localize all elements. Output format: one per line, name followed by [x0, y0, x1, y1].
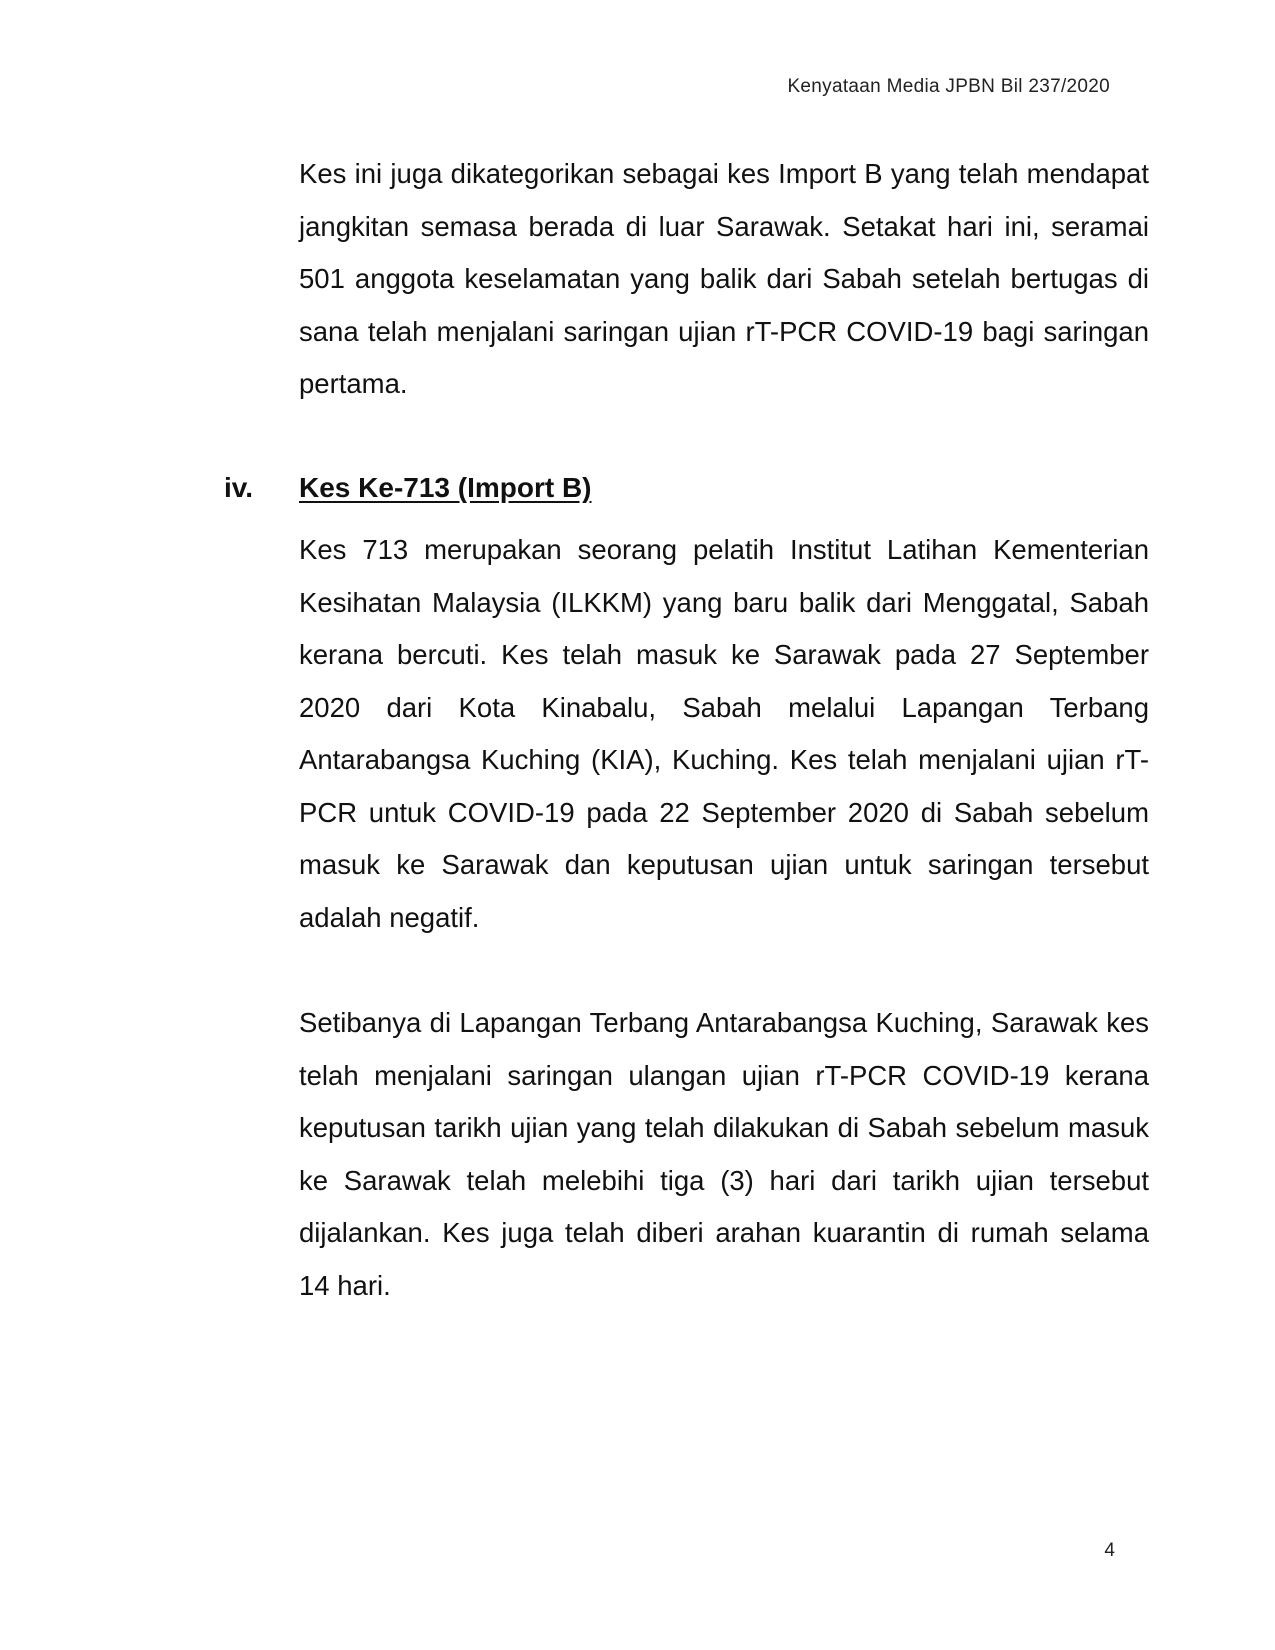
case-followup-paragraph: Setibanya di Lapangan Terbang Antarabangsa Kuching, Sarawak kes telah menjalani saringan ulangan ujian rT-PCR COVID-19 kerana keputusan tarikh ujian yang telah dilakukan di Sabah sebelum masuk ke Sarawak telah melebihi tiga (3) hari dari tarikh ujian tersebut dijalankan. Kes juga telah diberi arahan kuarantin di rumah selama 14 hari.	[299, 1007, 1149, 1301]
page-number: 4	[1104, 1540, 1115, 1561]
case-details-paragraph: Kes 713 merupakan seorang pelatih Institut Latihan Kementerian Kesihatan Malaysia (ILKKM) yang baru balik dari Menggatal, Sabah kerana bercuti. Kes telah masuk ke Sarawak pada 27 September 2020 dari Kota Kinabalu, Sabah melalui Lapangan Terbang Antarabangsa Kuching (KIA), Kuching. Kes telah menjalani ujian rT-PCR untuk COVID-19 pada 22 September 2020 di Sabah sebelum masuk ke Sarawak dan keputusan ujian untuk saringan tersebut adalah negatif.	[299, 534, 1149, 933]
section-number: iv.	[224, 472, 254, 503]
intro-paragraph: Kes ini juga dikategorikan sebagai kes Import B yang telah mendapat jangkitan semasa berada di luar Sarawak. Setakat hari ini, seramai 501 anggota keselamatan yang balik dari Sabah setelah bertugas di sana telah menjalani saringan ujian rT-PCR COVID-19 bagi saringan pertama.	[299, 158, 1149, 399]
document-reference: Kenyataan Media JPBN Bil 237/2020	[787, 76, 1110, 97]
section-heading: Kes Ke-713 (Import B)	[299, 472, 592, 503]
